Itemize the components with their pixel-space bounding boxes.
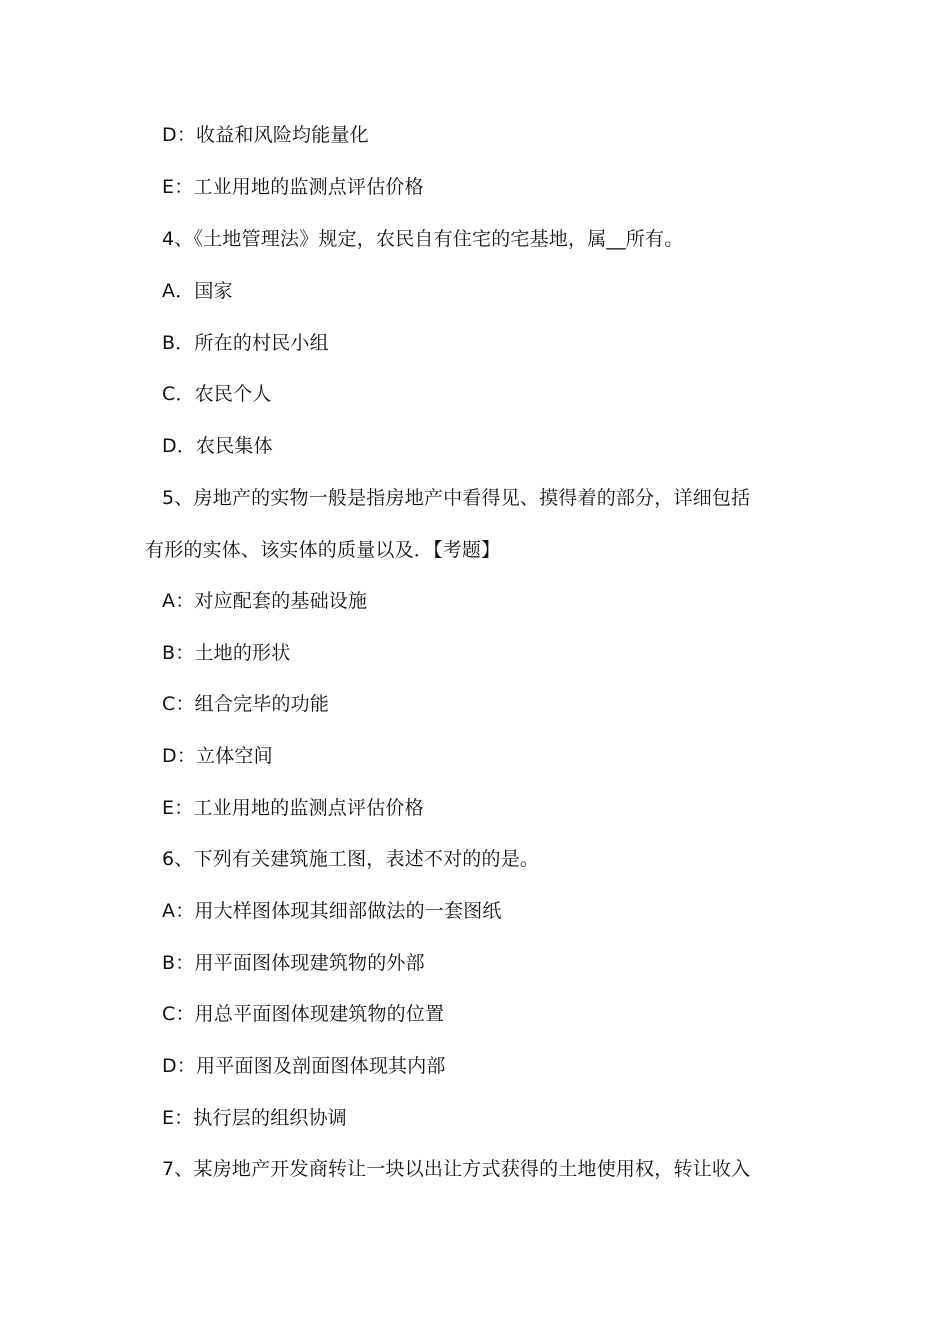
question-4-text: 4、《土地管理法》规定，农民自有住宅的宅基地，属__所有。 [162,228,684,250]
option-e-line: E：工业用地的监测点评估价格 [162,176,424,198]
question-5-text-continued: 有形的实体、该实体的质量以及．【考题】 [145,539,501,561]
question-5-option-c: C：组合完毕的功能 [162,693,330,715]
question-4-option-d: D．农民集体 [162,435,273,457]
question-5-option-a: A：对应配套的基础设施 [162,590,368,612]
option-d-line: D：收益和风险均能量化 [162,124,369,146]
question-6-option-c: C：用总平面图体现建筑物的位置 [162,1003,445,1025]
question-6-option-b: B：用平面图体现建筑物的外部 [162,952,425,974]
question-4-option-a: A．国家 [162,280,233,302]
question-5-text: 5、房地产的实物一般是指房地产中看得见、摸得着的部分，详细包括 [162,487,751,509]
question-5-option-e: E：工业用地的监测点评估价格 [162,797,424,819]
question-5-option-b: B：土地的形状 [162,642,291,664]
question-6-text: 6、下列有关建筑施工图，表述不对的的是。 [162,848,540,870]
question-7-text: 7、某房地产开发商转让一块以出让方式获得的土地使用权，转让收入 [162,1158,751,1180]
question-4-option-b: B．所在的村民小组 [162,332,329,354]
question-6-option-d: D：用平面图及剖面图体现其内部 [162,1055,446,1077]
question-6-option-e: E：执行层的组织协调 [162,1107,348,1129]
question-5-option-d: D：立体空间 [162,745,273,767]
question-6-option-a: A：用大样图体现其细部做法的一套图纸 [162,900,502,922]
question-4-option-c: C．农民个人 [162,383,272,405]
